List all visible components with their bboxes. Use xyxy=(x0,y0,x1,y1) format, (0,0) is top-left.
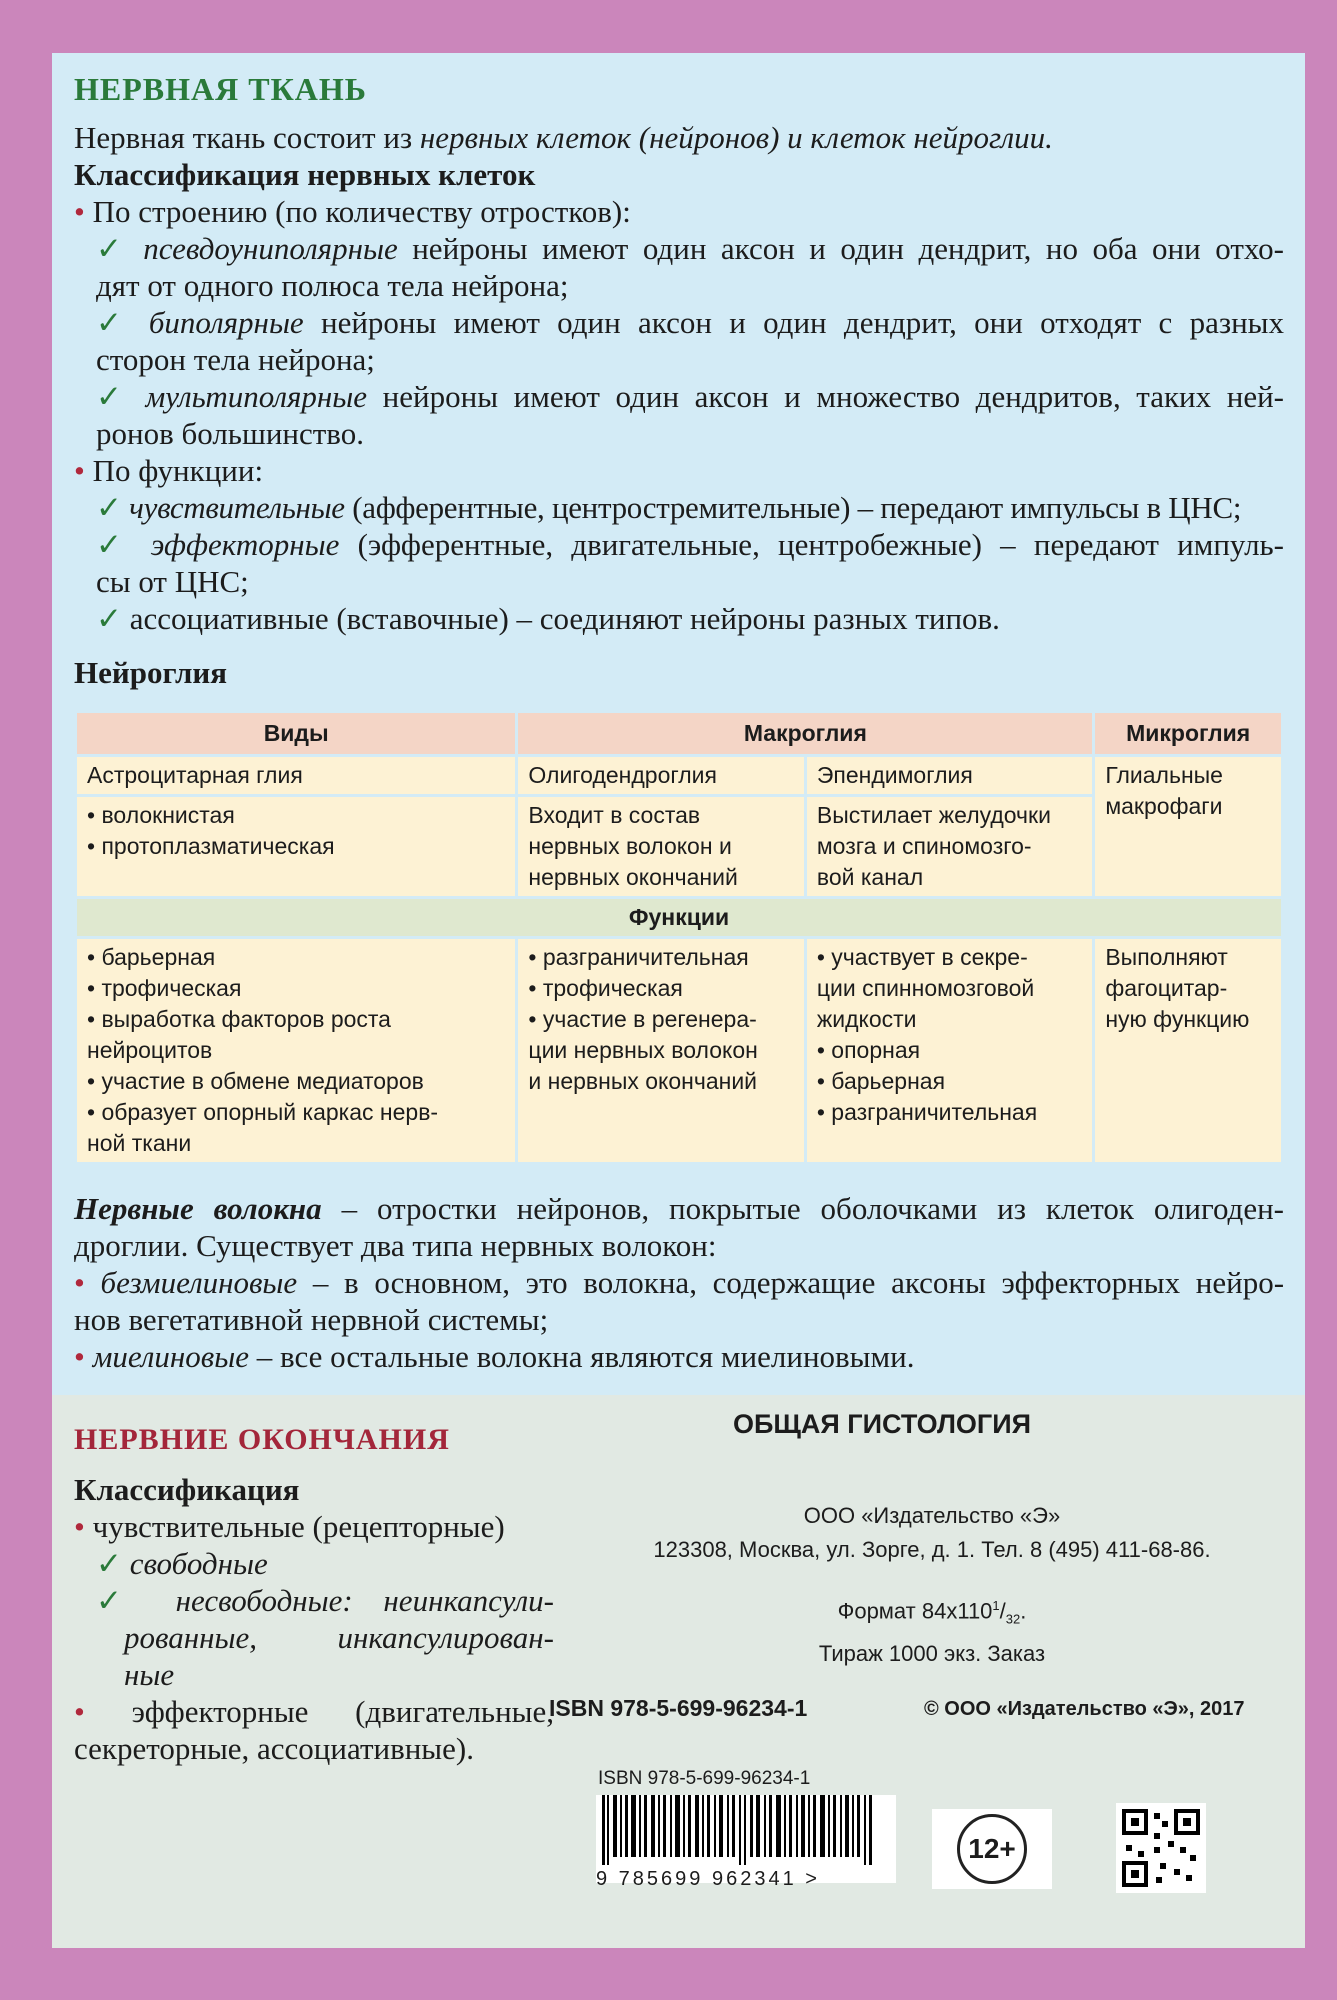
oligo-desc xyxy=(517,796,805,898)
term-italic: мультиполярные xyxy=(145,379,368,414)
item-text: – все остальные волокна являются миелиновыми. xyxy=(249,1339,915,1374)
cell-line: нейроцитов xyxy=(87,1037,213,1063)
list-item xyxy=(74,600,1284,637)
cell-line: ции спинномозговой xyxy=(816,975,1035,1001)
check-icon: ✓ xyxy=(96,1583,145,1618)
list-item xyxy=(74,1582,554,1619)
list-item-cont: нов вегетативной нервной системы; xyxy=(74,1302,549,1337)
cell-line: • волокнистая xyxy=(87,802,235,828)
publisher-address: 123308, Москва, ул. Зорге, д. 1. Тел. 8 (495) 411-68-86. xyxy=(653,1537,1211,1562)
list-item-cont: ронов большинство. xyxy=(96,416,364,451)
print-run: Тираж 1000 экз. Заказ xyxy=(818,1640,1046,1666)
endings-title: НЕРВНИЕ ОКОНЧАНИЯ xyxy=(74,1423,450,1456)
isbn-bold: ISBN 978-5-699-96234-1 xyxy=(549,1695,808,1721)
cell-line: Выстилает желудочки xyxy=(816,802,1051,828)
by-structure-label: По строению (по количеству отростков): xyxy=(92,194,631,229)
list-item xyxy=(74,378,1284,415)
cell-line: • разграничительная xyxy=(528,944,749,970)
section-title: НЕРВНАЯ ТКАНЬ xyxy=(74,71,367,107)
item-text: (эфферентные, двигательные, центробежные) – передают импуль- xyxy=(339,527,1285,562)
list-item-cont: дят от одного полюса тела нейрона; xyxy=(96,268,569,303)
fibers-line-cont: дроглии. Существует два типа нервных волокон: xyxy=(74,1228,717,1263)
bullet-icon: • xyxy=(74,453,85,488)
cell-line: ной ткани xyxy=(87,1130,192,1156)
check-icon: ✓ xyxy=(96,231,129,266)
item-text: ассоциативные (вставочные) – соединяют нейроны разных типов. xyxy=(129,601,1000,636)
list-item xyxy=(74,1545,554,1582)
by-function-label: По функции: xyxy=(92,453,264,488)
item-text: – отростки нейронов, покрытые оболочками из клеток олигоден- xyxy=(321,1191,1284,1226)
term-italic: эффекторные xyxy=(150,527,340,562)
check-icon: ✓ xyxy=(96,601,122,636)
bullet-icon: • xyxy=(74,1509,85,1544)
item-text: нейроны имеют один аксон и один дендрит, но оба они отхо- xyxy=(397,231,1285,266)
item-text: эффекторные (двигательные, xyxy=(131,1694,554,1729)
header-types: Виды xyxy=(76,712,517,756)
age-rating-text: 12+ xyxy=(968,1833,1016,1864)
check-icon: ✓ xyxy=(96,305,132,340)
bullet-icon: • xyxy=(74,1339,85,1374)
check-icon: ✓ xyxy=(96,527,133,562)
cell-line: Выполняют xyxy=(1105,944,1228,970)
spacer xyxy=(612,1567,1252,1589)
qr-code[interactable] xyxy=(1116,1803,1206,1893)
list-item xyxy=(74,1338,1284,1375)
qr-code-icon xyxy=(1116,1803,1206,1893)
astro-functions xyxy=(76,938,517,1164)
cell-line: • трофическая xyxy=(87,975,242,1001)
cell-line: • участвует в секре- xyxy=(816,944,1028,970)
check-icon: ✓ xyxy=(96,490,122,525)
page-panel xyxy=(52,53,1305,1948)
cell-line: жидкости xyxy=(816,1006,917,1032)
micro-functions xyxy=(1094,938,1283,1164)
list-item xyxy=(74,452,1284,489)
intro-line xyxy=(74,119,1284,156)
list-item-cont: секреторные, ассоциативные). xyxy=(74,1731,474,1766)
epend-functions xyxy=(805,938,1093,1164)
endings-classification: Классификация xyxy=(74,1472,300,1507)
list-item xyxy=(74,304,1284,341)
barcode xyxy=(596,1795,896,1890)
term-italic: безмиелиновые xyxy=(100,1265,298,1300)
type-astro: Астроцитарная глия xyxy=(76,756,517,796)
cell-line: вой канал xyxy=(816,864,924,890)
bullet-icon: • xyxy=(74,1265,85,1300)
item-text: нейроны имеют один аксон и один дендрит, они отходят с разных xyxy=(303,305,1285,340)
list-item xyxy=(74,1264,1284,1301)
list-item-cont: сы от ЦНС; xyxy=(96,564,249,599)
endings-text xyxy=(74,1471,554,1767)
type-epend: Эпендимоглия xyxy=(805,756,1093,796)
term-italic: биполярные xyxy=(148,305,304,340)
nervous-tissue-section xyxy=(52,53,1305,1395)
copyright: © ООО «Издательство «Э», 2017 xyxy=(924,1698,1245,1720)
table-header-row xyxy=(76,712,1283,756)
age-rating-circle xyxy=(957,1814,1027,1884)
cell-line: • образует опорный каркас нерв- xyxy=(87,1099,439,1125)
cell-line: нервных окончаний xyxy=(528,864,738,890)
cell-line: Входит в состав xyxy=(528,802,701,828)
nervous-tissue-text xyxy=(74,119,1284,637)
intro-italic: нервных клеток (нейронов) и клеток нейроглии. xyxy=(419,120,1053,155)
format-text: Формат 84х110 xyxy=(837,1598,993,1624)
cell-line: ную функцию xyxy=(1105,1006,1250,1032)
micro-type-text: Глиальные макрофаги xyxy=(1105,762,1223,819)
functions-row xyxy=(76,898,1283,938)
cell-line: • участие в регенера- xyxy=(528,1006,757,1032)
header-microglia: Микроглия xyxy=(1094,712,1283,756)
cell-line: • трофическая xyxy=(528,975,683,1001)
format-sub: 32 xyxy=(1005,1611,1021,1627)
cell-line: • выработка факторов роста xyxy=(87,1006,391,1032)
list-item xyxy=(74,230,1284,267)
list-item xyxy=(74,1508,554,1545)
barcode-icon xyxy=(596,1795,896,1865)
term-italic: псевдоуниполярные xyxy=(143,231,398,266)
intro-text: Нервная ткань состоит из xyxy=(74,120,420,155)
table-row xyxy=(76,938,1283,1164)
isbn-small: ISBN 978-5-699-96234-1 xyxy=(598,1768,811,1789)
cell-line: • участие в обмене медиаторов xyxy=(87,1068,424,1094)
list-item xyxy=(74,1693,554,1730)
term-italic: рованные, инкапсулирован- xyxy=(124,1620,554,1655)
term-italic: ные xyxy=(124,1657,175,1692)
item-text: нейроны имеют один аксон и множество дендритов, таких ней- xyxy=(367,379,1285,414)
epend-desc xyxy=(805,796,1093,898)
imprint-block xyxy=(612,1499,1252,1671)
cell-line: • барьерная xyxy=(816,1068,946,1094)
back-cover-bottom xyxy=(52,1395,1305,1948)
type-oligo: Олигодендроглия xyxy=(517,756,805,796)
astro-kinds xyxy=(76,796,517,898)
format-line: Формат $84х110^1/_{32}$. xyxy=(837,1598,1027,1627)
cell-line: • разграничительная xyxy=(816,1099,1038,1125)
list-item-cont xyxy=(74,1619,554,1656)
term-italic: свободные xyxy=(129,1546,268,1581)
age-rating-badge xyxy=(932,1809,1052,1889)
list-item xyxy=(74,526,1284,563)
check-icon: ✓ xyxy=(96,379,130,414)
cell-line: • барьерная xyxy=(87,944,216,970)
functions-label: Функции xyxy=(76,898,1283,938)
item-text: – в основном, это волокна, содержащие аксоны эффекторных нейро- xyxy=(297,1265,1285,1300)
table-row xyxy=(76,756,1283,796)
classification-heading: Классификация нервных клеток xyxy=(74,157,536,192)
header-macroglia: Макроглия xyxy=(517,712,1094,756)
cell-line: ции нервных волокон xyxy=(528,1037,758,1063)
list-item-cont xyxy=(74,1656,554,1693)
nerve-fibers-text xyxy=(74,1190,1284,1375)
cell-line: • протоплазматическая xyxy=(87,833,335,859)
bullet-icon: • xyxy=(74,194,85,229)
neuroglia-table xyxy=(74,710,1284,1165)
cell-line: фагоцитар- xyxy=(1105,975,1228,1001)
cell-line: мозга и спиномозго- xyxy=(816,833,1032,859)
neuroglia-heading: Нейроглия xyxy=(74,655,228,690)
term-italic: миелиновые xyxy=(92,1339,249,1374)
format-sup: 1 xyxy=(992,1598,1000,1613)
item-text: чувствительные (рецепторные) xyxy=(92,1509,505,1544)
list-item xyxy=(74,193,1284,230)
term-italic: несвободные: неинкапсули- xyxy=(175,1583,554,1618)
list-item-cont: сторон тела нейрона; xyxy=(96,342,375,377)
type-micro xyxy=(1094,756,1283,898)
cell-line: • опорная xyxy=(816,1037,921,1063)
publisher-name: ООО «Издательство «Э» xyxy=(803,1503,1061,1528)
barcode-digits: 9 785699 962341 > xyxy=(596,1868,820,1890)
book-title: ОБЩАЯ ГИСТОЛОГИЯ xyxy=(732,1409,1032,1439)
oligo-functions xyxy=(517,938,805,1164)
bullet-icon: • xyxy=(74,1694,85,1729)
cell-line: и нервных окончаний xyxy=(528,1068,758,1094)
fibers-line xyxy=(74,1190,1284,1227)
term-italic: чувствительные xyxy=(129,490,345,525)
check-icon: ✓ xyxy=(96,1546,122,1581)
cell-line: нервных волокон и xyxy=(528,833,732,859)
item-text: (афферентные, центростремительные) – передают импульсы в ЦНС; xyxy=(344,490,1242,525)
term-italic: Нервные волокна xyxy=(74,1191,322,1226)
list-item xyxy=(74,489,1284,526)
